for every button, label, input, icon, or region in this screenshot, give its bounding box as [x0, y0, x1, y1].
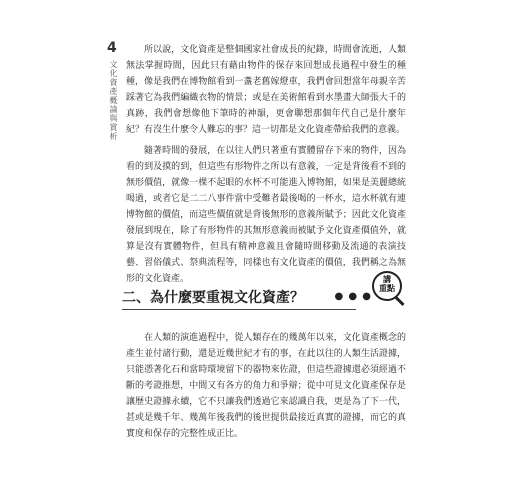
paragraph: 在人類的演進過程中，從人類存在的幾萬年以來，文化資產概念的產生並付諸行動，還是近幾世紀才有的事，在此以往的人類生活證據，只能憑著化石和當時環境留下的器物來佐證，但這些證據還必須經過不斷的考證推想，中間又有各方的角力和爭辯；從中可見文化資產保存是讓歷史證據永續，它不只讓我們透過它來認識自我，更是為了下一代，甚或是幾千年、幾萬年後我們的後世提供最接近真實的證據，而它的真實度和保存的完整性成正比。 — [126, 333, 406, 439]
key-points-badge — [372, 271, 402, 301]
paragraph: 所以說，文化資產是整個國家社會成長的紀錄，時間會流逝，人類無法掌握時間，因此只有藉由物件的保存來回想成長過程中發生的種種，像是我們在博物館看到一盞老舊嫁燈車，我們會回想當年母親辛苦踩著它為我們編織衣物的情景；或是在美術館看到水墨畫大師張大千的真跡，我們會想像他下筆時的神韻，更會聯想那個年代自己是什麼年紀？有沒生什麼令人難忘的事？這一切都是文化資產帶給我們的意義。 — [126, 45, 406, 135]
page-number: 4 — [107, 40, 117, 56]
section-heading — [122, 275, 412, 313]
heading-rule — [122, 309, 356, 310]
section-2-body — [126, 330, 406, 447]
section-title: 二、為什麼要重視文化資產？ — [122, 290, 304, 306]
badge-label — [374, 275, 400, 293]
magnifier-handle — [394, 295, 405, 306]
badge-label-line1: 講 — [383, 275, 391, 284]
side-label: 文化資產概論與賞析 — [109, 60, 118, 141]
paragraph: 隨著時間的發展，在以往人們只著重有實體留存下來的物件，因為看的到及摸的到，但這些有形物件之所以有意義，一定是背後看不到的無形價值，就像一棵不起眼的水杯不可能進入博物館，如果是美麗總統喝過，或者它是二二八事件當中受難者最後喝的一杯水，這水杯就有連博物館的價值，而這些價值就是背後無形的意義所賦予；因此文化資產發展到現在，除了有形物件的其無形意義而被賦予文化資產價值外，就算是沒有實體物件，但具有精神意義且會隨時間移動及流通的表演技藝、習俗儀式、祭典流程等，同樣也有文化資產的價值，我們稱之為無形的文化資產。 — [126, 146, 406, 284]
dots-decoration: ● ● ● — [334, 291, 372, 302]
badge-label-line2: 重點 — [379, 284, 395, 293]
section-1-body — [126, 42, 406, 292]
